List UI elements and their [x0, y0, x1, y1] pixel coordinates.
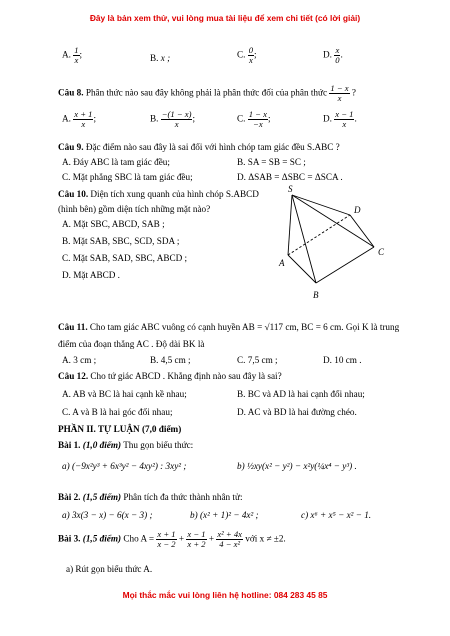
pyramid-figure — [266, 183, 398, 305]
q8-option-c: C. $\frac{1 - x}{-x}$ ; — [237, 109, 271, 130]
q9-option-b: B. SA = SB = SC ; — [237, 157, 306, 167]
q7-option-b: B. x ; — [150, 53, 171, 63]
label-s: S — [288, 184, 293, 194]
bai1-part-b: b) ½xy(x² − y²) − x²y(¼x⁴ − y³) . — [237, 461, 357, 471]
q11-option-a: A. 3 cm ; — [62, 355, 97, 365]
bai3-heading: Bài 3. (1,5 điểm) Cho A = $\frac{x + 1}{x - 2}$ + $\frac{x - 1}{x + 2}$ + $\frac{\text{x² + 4x}}{\text{4 − x²}}$ với x ≠ ±2. — [58, 529, 286, 550]
q10-option-c: C. Mặt SAB, SAD, SBC, ABCD ; — [62, 253, 188, 263]
q9-option-a: A. Đáy ABC là tam giác đều; — [62, 157, 170, 167]
label-b: B — [313, 290, 319, 300]
bai2-part-a: a) 3x(3 − x) − 6(x − 3) ; — [62, 510, 153, 520]
bai3-part-a: a) Rút gọn biểu thức A. — [66, 564, 153, 574]
bai2-part-c: c) x⁶ + x⁵ − x² − 1. — [301, 510, 372, 520]
q7-option-d: D. $\frac{x}{0}$ . — [323, 45, 343, 66]
label-d: D — [354, 205, 361, 215]
q7-option-a: A. $\frac{1}{x}$ ; — [62, 45, 83, 66]
q10-option-a: A. Mặt SBC, ABCD, SAB ; — [62, 219, 165, 229]
q11-option-d: D. 10 cm . — [323, 355, 362, 365]
edge-sa — [288, 195, 292, 255]
q11-option-c: C. 7,5 cm ; — [237, 355, 278, 365]
q11-option-b: B. 4,5 cm ; — [150, 355, 191, 365]
q8-option-b: B. $\frac{-(1 - x)}{x}$ ; — [150, 109, 196, 130]
bai2-heading: Bài 2. (1,5 điểm) Phân tích đa thức thành nhân tử: — [58, 492, 243, 502]
q10-option-d: D. Mặt ABCD . — [62, 270, 120, 280]
edge-cd — [350, 215, 374, 247]
q12-option-d: D. AC và BD là hai đường chéo. — [237, 407, 357, 417]
edge-bc — [316, 247, 374, 283]
q12-option-b: B. BC và AD là hai cạnh đối nhau; — [237, 389, 365, 399]
label-c: C — [378, 247, 385, 257]
q10-question: Câu 10. Diện tích xung quanh của hình chóp S.ABCD — [58, 189, 259, 199]
q10-question-cont: (hình bên) gồm diện tích những mặt nào? — [58, 204, 211, 214]
top-banner: Đây là bản xem thử, vui lòng mua tài liệu để xem chi tiết (có lời giải) — [89, 13, 361, 23]
q10-option-b: B. Mặt SAB, SBC, SCD, SDA ; — [62, 236, 180, 246]
q8-option-a: A. $\frac{x + 1}{x}$ ; — [62, 109, 97, 130]
q12-question: Câu 12. Cho tứ giác ABCD . Khẳng định nào sau đây là sai? — [58, 371, 282, 381]
bai1-heading: Bài 1. (1,0 điểm) Thu gọn biểu thức: — [58, 440, 194, 450]
bai1-part-a: a) (−9x²y³ + 6x³y² − 4xy²) : 3xy² ; — [62, 461, 187, 471]
q12-option-a: A. AB và BC là hai cạnh kề nhau; — [62, 389, 187, 399]
bottom-banner: Mọi thắc mắc vui lòng liên hệ hotline: 084 283 45 85 — [122, 590, 328, 600]
edge-sd — [292, 195, 350, 215]
q11-question-cont: điểm của đoạn thẳng AC . Độ dài BK là — [58, 339, 205, 349]
q8-option-d: D. $\frac{x - 1}{x}$ . — [323, 109, 357, 130]
bai2-part-b: b) (x² + 1)² − 4x² ; — [190, 510, 259, 520]
q9-option-c: C. Mặt phẳng SBC là tam giác đều; — [62, 172, 193, 182]
edge-ad-hidden — [288, 215, 350, 255]
q7-option-c: C. $\frac{0}{x}$ ; — [237, 45, 257, 66]
label-a: A — [279, 258, 285, 268]
q11-question: Câu 11. Cho tam giác ABC vuông có cạnh huyền AB = √117 cm, BC = 6 cm. Gọi K là trung — [58, 322, 400, 332]
q12-option-c: C. A và B là hai góc đối nhau; — [62, 407, 173, 417]
q8-question: Câu 8. Phân thức nào sau đây không phải là phân thức đối của phân thức $\frac{1 - x}{x}$ ? — [58, 83, 356, 104]
q9-option-d: D. ΔSAB = ΔSBC = ΔSCA . — [237, 172, 343, 182]
part-2-heading: PHẦN II. TỰ LUẬN (7,0 điểm) — [58, 424, 182, 434]
q9-question: Câu 9. Đặc điểm nào sau đây là sai đối với hình chóp tam giác đều S.ABC ? — [58, 142, 340, 152]
